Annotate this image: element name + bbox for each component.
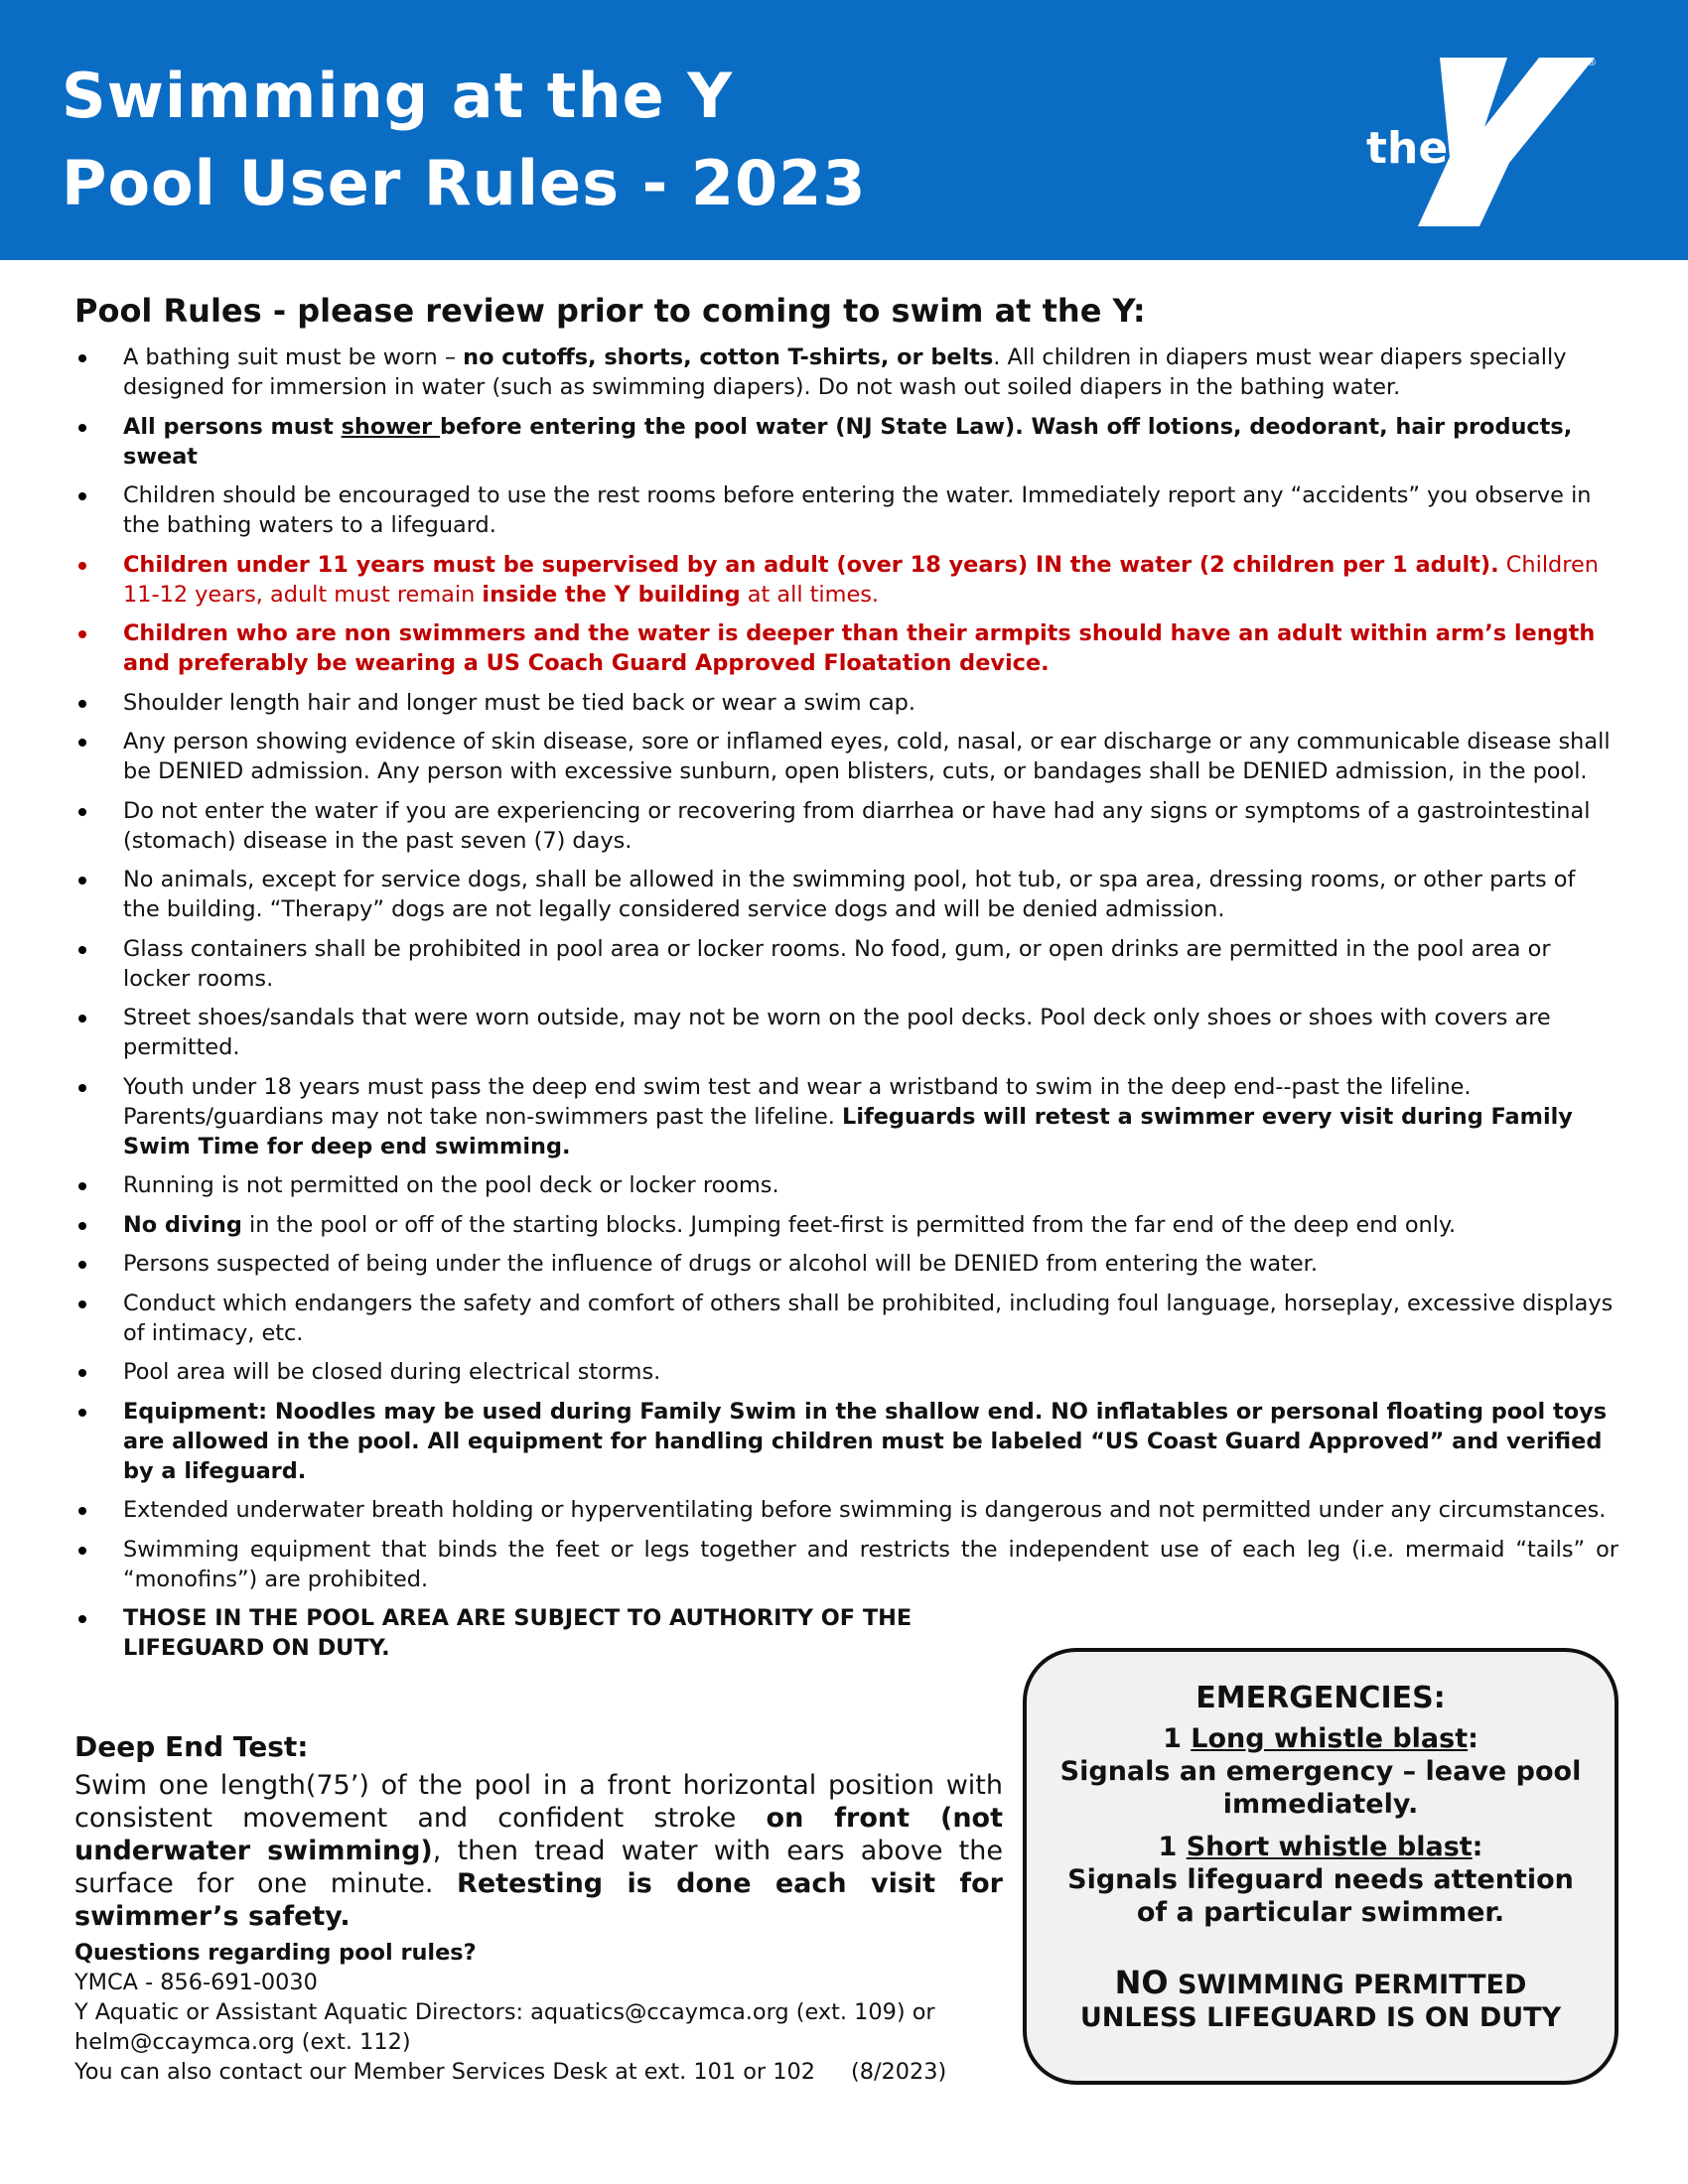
rule-text: Youth under 18 years must pass the deep end swim test and wear a wristband to swim in the deep end--past the lifeline. Parents/guardians may not take non-swimmers past the lifeline. [123,1073,1472,1130]
deep-end-text-1: Swim one length(75’) of the pool in a front horizontal position with consistent movement and confident stroke [74,1770,1003,1834]
short-whistle-text: Signals lifeguard needs attention of a particular swimmer. [1067,1864,1574,1928]
rule-text: Street shoes/sandals that were worn outside, may not be worn on the pool decks. Pool deck only shoes or shoes with covers are permitted. [123,1005,1551,1060]
long-whistle-prefix: 1 [1163,1723,1192,1754]
deep-end-text-3: , then tread water with ears above the surface for one minute. [74,1836,1003,1899]
deep-end-heading: Deep End Test: [74,1730,309,1763]
rule-text: A bathing suit must be worn – [123,344,464,370]
rule-item [74,688,1618,718]
logo-ymca-text: YMCA [1509,179,1540,218]
rule-text: Pool area will be closed during electrical storms. [123,1359,661,1385]
rule-item [74,1397,1618,1486]
rule-text: before entering the pool water (NJ State Law). Wash off lotions, deodorant, hair products, sweat [123,413,1573,470]
rule-text: Conduct which endangers the safety and comfort of others shall be prohibited, including foul language, horseplay, excessive displays of intimacy, etc. [123,1290,1614,1346]
rule-item [74,1535,1618,1594]
no-swimming-no-word: NO [1114,1964,1169,2001]
rule-text: Any person showing evidence of skin disease, sore or inflamed eyes, cold, nasal, or ear discharge or any communicable disease shall be DENIED admission. Any person with excessive sunburn, open blisters, cuts, or bandages shall be DENIED admission, in the pool. [123,729,1611,784]
rule-item [74,1170,1618,1200]
rule-item [74,342,1618,402]
rule-text: in the pool or off of the starting blocks. Jumping feet-first is permitted from the far end of the deep end only. [241,1211,1457,1238]
questions-section [74,1938,1028,2087]
ymca-phone: YMCA - 856-691-0030 [74,1970,318,1995]
short-whistle-name: Short whistle blast [1186,1832,1473,1862]
no-swimming-notice [1027,1964,1615,2034]
rule-text: Children should be encouraged to use the rest rooms before entering the water. Immediately report any “accidents” you observe in the bathing waters to a lifeguard. [123,482,1592,538]
rule-text: . All children in diapers must wear diapers specially designed for immersion in water (such as swimming diapers). Do not wash out soiled diapers in the bathing water. [123,344,1567,400]
no-swimming-rest: SWIMMING PERMITTED UNLESS LIFEGUARD IS ON DUTY [1079,1970,1562,2033]
rule-item [74,480,1618,540]
rule-text: Lifeguards will retest a swimmer every visit during Family Swim Time for deep end swimming. [123,1103,1573,1160]
rule-text: no cutoffs, shorts, cotton T-shirts, or belts [463,344,994,370]
rule-text: Persons suspected of being under the influence of drugs or alcohol will be DENIED from entering the water. [123,1251,1318,1277]
rule-item [74,1249,1618,1279]
long-whistle-label [1027,1722,1615,1755]
deep-end-text-2: on front (not underwater swimming) [74,1803,1003,1866]
rule-text: No diving [123,1211,242,1238]
rule-text: No animals, except for service dogs, shall be allowed in the swimming pool, hot tub, or spa area, dressing rooms, or other parts of the building. “Therapy” dogs are not legally considered service dogs and will be denied admission. [123,867,1576,922]
rule-text: at all times. [740,581,880,608]
registered-mark-icon: ® [1587,58,1597,68]
rule-text: Running is not permitted on the pool deck or locker rooms. [123,1172,779,1198]
rule-text: Swimming equipment that binds the feet or legs together and restricts the independent use of each leg (i.e. mermaid “tails” or “monofins”) are prohibited. [123,1536,1618,1592]
rule-text: Children under 11 years must be supervised by an adult (over 18 years) IN the water (2 children per 1 adult). [123,551,1499,578]
rule-item [74,412,1618,472]
short-whistle-prefix: 1 [1158,1832,1187,1862]
emergencies-box [1023,1648,1618,2085]
short-whistle-suffix: : [1472,1832,1483,1862]
title-line-1: Swimming at the Y [62,60,734,132]
rule-text: All persons must [123,413,342,440]
rule-text: THOSE IN THE POOL AREA ARE SUBJECT TO AUTHORITY OF THE LIFEGUARD ON DUTY. [123,1605,913,1661]
short-whistle-label [1027,1831,1615,1863]
rule-text: Shoulder length hair and longer must be tied back or wear a swim cap. [123,689,916,716]
deep-end-text [74,1769,1003,1933]
rule-text: Equipment: Noodles may be used during Family Swim in the shallow end. NO inflatables or personal floating pool toys are allowed in the pool. All equipment for handling children must be labeled “US Coast Guard Approved” and verified by a lifeguard. [123,1398,1608,1484]
rule-item [74,796,1618,856]
rule-text: Do not enter the water if you are experiencing or recovering from diarrhea or have had any signs or symptoms of a gastrointestinal (stomach) disease in the past seven (7) days. [123,797,1591,854]
rule-item [74,1357,1618,1387]
rule-item [74,1495,1618,1525]
pool-rules-heading: Pool Rules - please review prior to coming to swim at the Y: [74,292,1146,330]
ymca-logo [1360,46,1609,234]
rule-text: Children who are non swimmers and the water is deeper than their armpits should have an adult within arm’s length and preferably be wearing a US Coach Guard Approved Floatation device. [123,620,1596,676]
rule-text: Extended underwater breath holding or hyperventilating before swimming is dangerous and not permitted under any circumstances. [123,1497,1607,1523]
rule-text: Children 11-12 years, adult must remain [123,551,1599,608]
rule-item [74,550,1618,610]
rule-item [74,1210,1618,1240]
page-header [0,0,1688,260]
rule-item [74,1603,997,1663]
aquatic-directors-contact: Y Aquatic or Assistant Aquatic Directors: aquatics@ccaymca.org (ext. 109) or helm@ccaymca.org (ext. 112) [74,1999,935,2055]
rule-text: shower [341,413,440,440]
long-whistle-name: Long whistle blast [1191,1723,1469,1754]
rule-item [74,1289,1618,1348]
emergencies-title: EMERGENCIES: [1196,1681,1446,1715]
logo-the-text: the [1366,123,1449,174]
rule-text: Glass containers shall be prohibited in pool area or locker rooms. No food, gum, or open drinks are permitted in the pool area or locker rooms. [123,935,1551,992]
rule-item [74,1003,1618,1062]
rule-item [74,727,1618,786]
rule-item [74,865,1618,924]
long-whistle-text: Signals an emergency – leave pool immediately. [1059,1756,1582,1820]
questions-title: Questions regarding pool rules? [74,1940,477,1966]
rule-item [74,618,1618,678]
member-services-text: You can also contact our Member Services Desk at ext. 101 or 102 [74,2059,815,2085]
member-services-contact [74,2057,1028,2087]
pool-rules-list [74,342,1618,1673]
rule-item [74,934,1618,994]
rule-text: inside the Y building [482,581,741,608]
long-whistle-suffix: : [1468,1723,1478,1754]
title-line-2: Pool User Rules - 2023 [62,147,867,219]
deep-end-text-4: Retesting is done each visit for swimmer’s safety. [74,1868,1003,1932]
rule-item [74,1072,1618,1161]
revision-date: (8/2023) [851,2059,947,2085]
